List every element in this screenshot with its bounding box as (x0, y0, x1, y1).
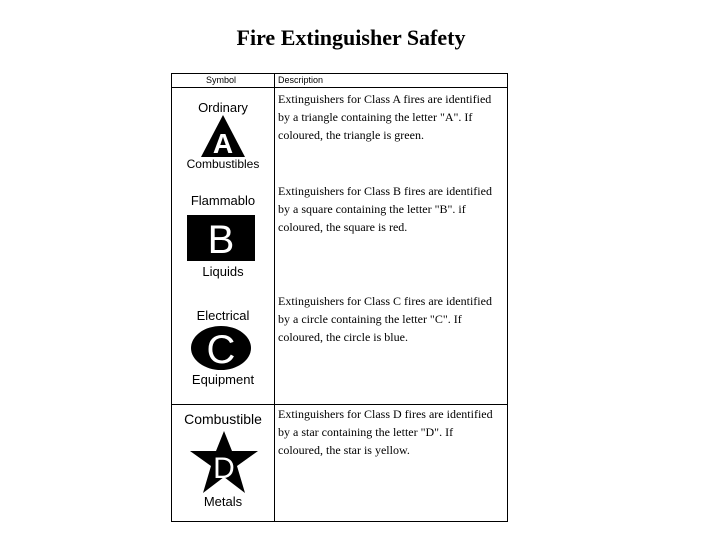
fire-class-table (171, 73, 508, 522)
class-d-bottom-label: Metals (203, 494, 243, 509)
description-line: Extinguishers for Class C fires are identified (278, 294, 492, 308)
class-b-description (278, 182, 506, 236)
description-line: coloured, the triangle is green. (278, 128, 424, 142)
class-b-bottom-label: Liquids (202, 264, 244, 279)
class-b-square-icon (187, 215, 255, 261)
class-c-circle-icon (190, 325, 252, 371)
description-line: Extinguishers for Class D fires are identified (278, 407, 493, 421)
class-d-star-icon (189, 430, 259, 494)
description-line: by a star containing the letter "D". If (278, 425, 454, 439)
class-a-letter: A (212, 128, 234, 158)
class-c-top-label: Electrical (196, 308, 250, 323)
column-divider (274, 74, 275, 521)
class-c-description (278, 292, 506, 346)
class-d-top-label: Combustible (184, 411, 262, 427)
class-a-description (278, 90, 506, 144)
description-line: coloured, the star is yellow. (278, 443, 410, 457)
description-line: coloured, the circle is blue. (278, 330, 408, 344)
class-c-letter: C (206, 328, 236, 371)
description-line: by a circle containing the letter "C". If (278, 312, 462, 326)
slide-title: Fire Extinguisher Safety (236, 25, 466, 50)
table-header-row (172, 74, 507, 88)
description-line: coloured, the square is red. (278, 220, 408, 234)
class-c-bottom-label: Equipment (191, 372, 255, 387)
description-line: by a square containing the letter "B". if (278, 202, 466, 216)
class-d-description (278, 405, 506, 459)
symbol-column-header: Symbol (206, 75, 237, 85)
description-line: Extinguishers for Class A fires are identified (278, 92, 492, 106)
class-b-letter: B (207, 218, 235, 261)
class-d-letter: D (213, 452, 235, 485)
description-line: by a triangle containing the letter "A". If (278, 110, 473, 124)
description-column-header: Description (278, 75, 324, 85)
class-a-top-label: Ordinary (198, 100, 248, 115)
description-line: Extinguishers for Class B fires are identified (278, 184, 492, 198)
class-a-triangle-icon (200, 114, 246, 158)
class-a-bottom-label: Combustibles (186, 157, 260, 171)
class-b-top-label: Flammablo (190, 193, 256, 208)
